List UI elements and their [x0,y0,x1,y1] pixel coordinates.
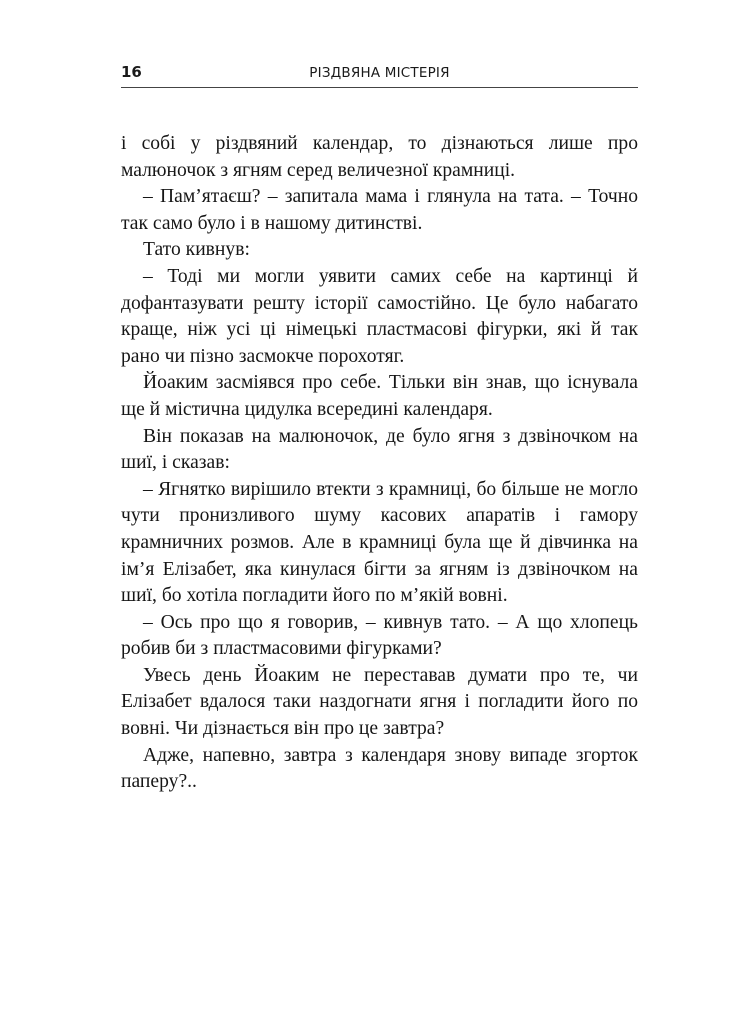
page-number: 16 [121,63,142,81]
header-rule [121,87,638,88]
running-title: РІЗДВЯНА МІСТЕРІЯ [309,65,450,81]
paragraph: – Тоді ми могли уявити самих себе на картинці й дофантазувати решту історії самостійно. Це було набагато краще, ніж усі ці німецькі пластмасові фігурки, які й так рано чи пізно засмокче порохотяг. [121,265,638,367]
paragraph: Йоаким засміявся про себе. Тільки він знав, що існувала ще й містична цидулка всередині календаря. [121,372,638,420]
paragraph: Увесь день Йоаким не переставав думати про те, чи Елізабет вдалося таки наздогнати ягня і погладити його по вовні. Чи дізнається він про це завтра? [121,664,638,740]
paragraph: Він показав на малюночок, де було ягня з дзвіночком на шиї, і сказав: [121,425,638,474]
paragraph: – Ось про що я говорив, – кивнув тато. – А що хлопець робив би з пластмасовими фігурками? [121,611,638,660]
paragraph: Тато кивнув: [143,239,250,261]
paragraph: Адже, напевно, завтра з календаря знову випаде згорток паперу?.. [121,744,638,793]
paragraph: – Ягнятко вирішило втекти з крамниці, бо більше не могло чути пронизливого шуму касових апаратів і гамору крамничних розмов. Але в крамниці була ще й дівчинка на ім’я Елізабет, яка кинулася бігти за ягням із дзвіночком на шиї, бо хотіла погладити його по м’якій вовні. [121,478,638,607]
paragraph: – Пам’ятаєш? – запитала мама і глянула на тата. – Точно так само було і в нашому дитинстві. [121,186,638,234]
body-text [121,131,638,796]
running-head [121,62,638,88]
paragraph: і собі у різдвяний календар, то дізнаються лише про малюночок з ягням серед величезної крамниці. [121,133,638,181]
